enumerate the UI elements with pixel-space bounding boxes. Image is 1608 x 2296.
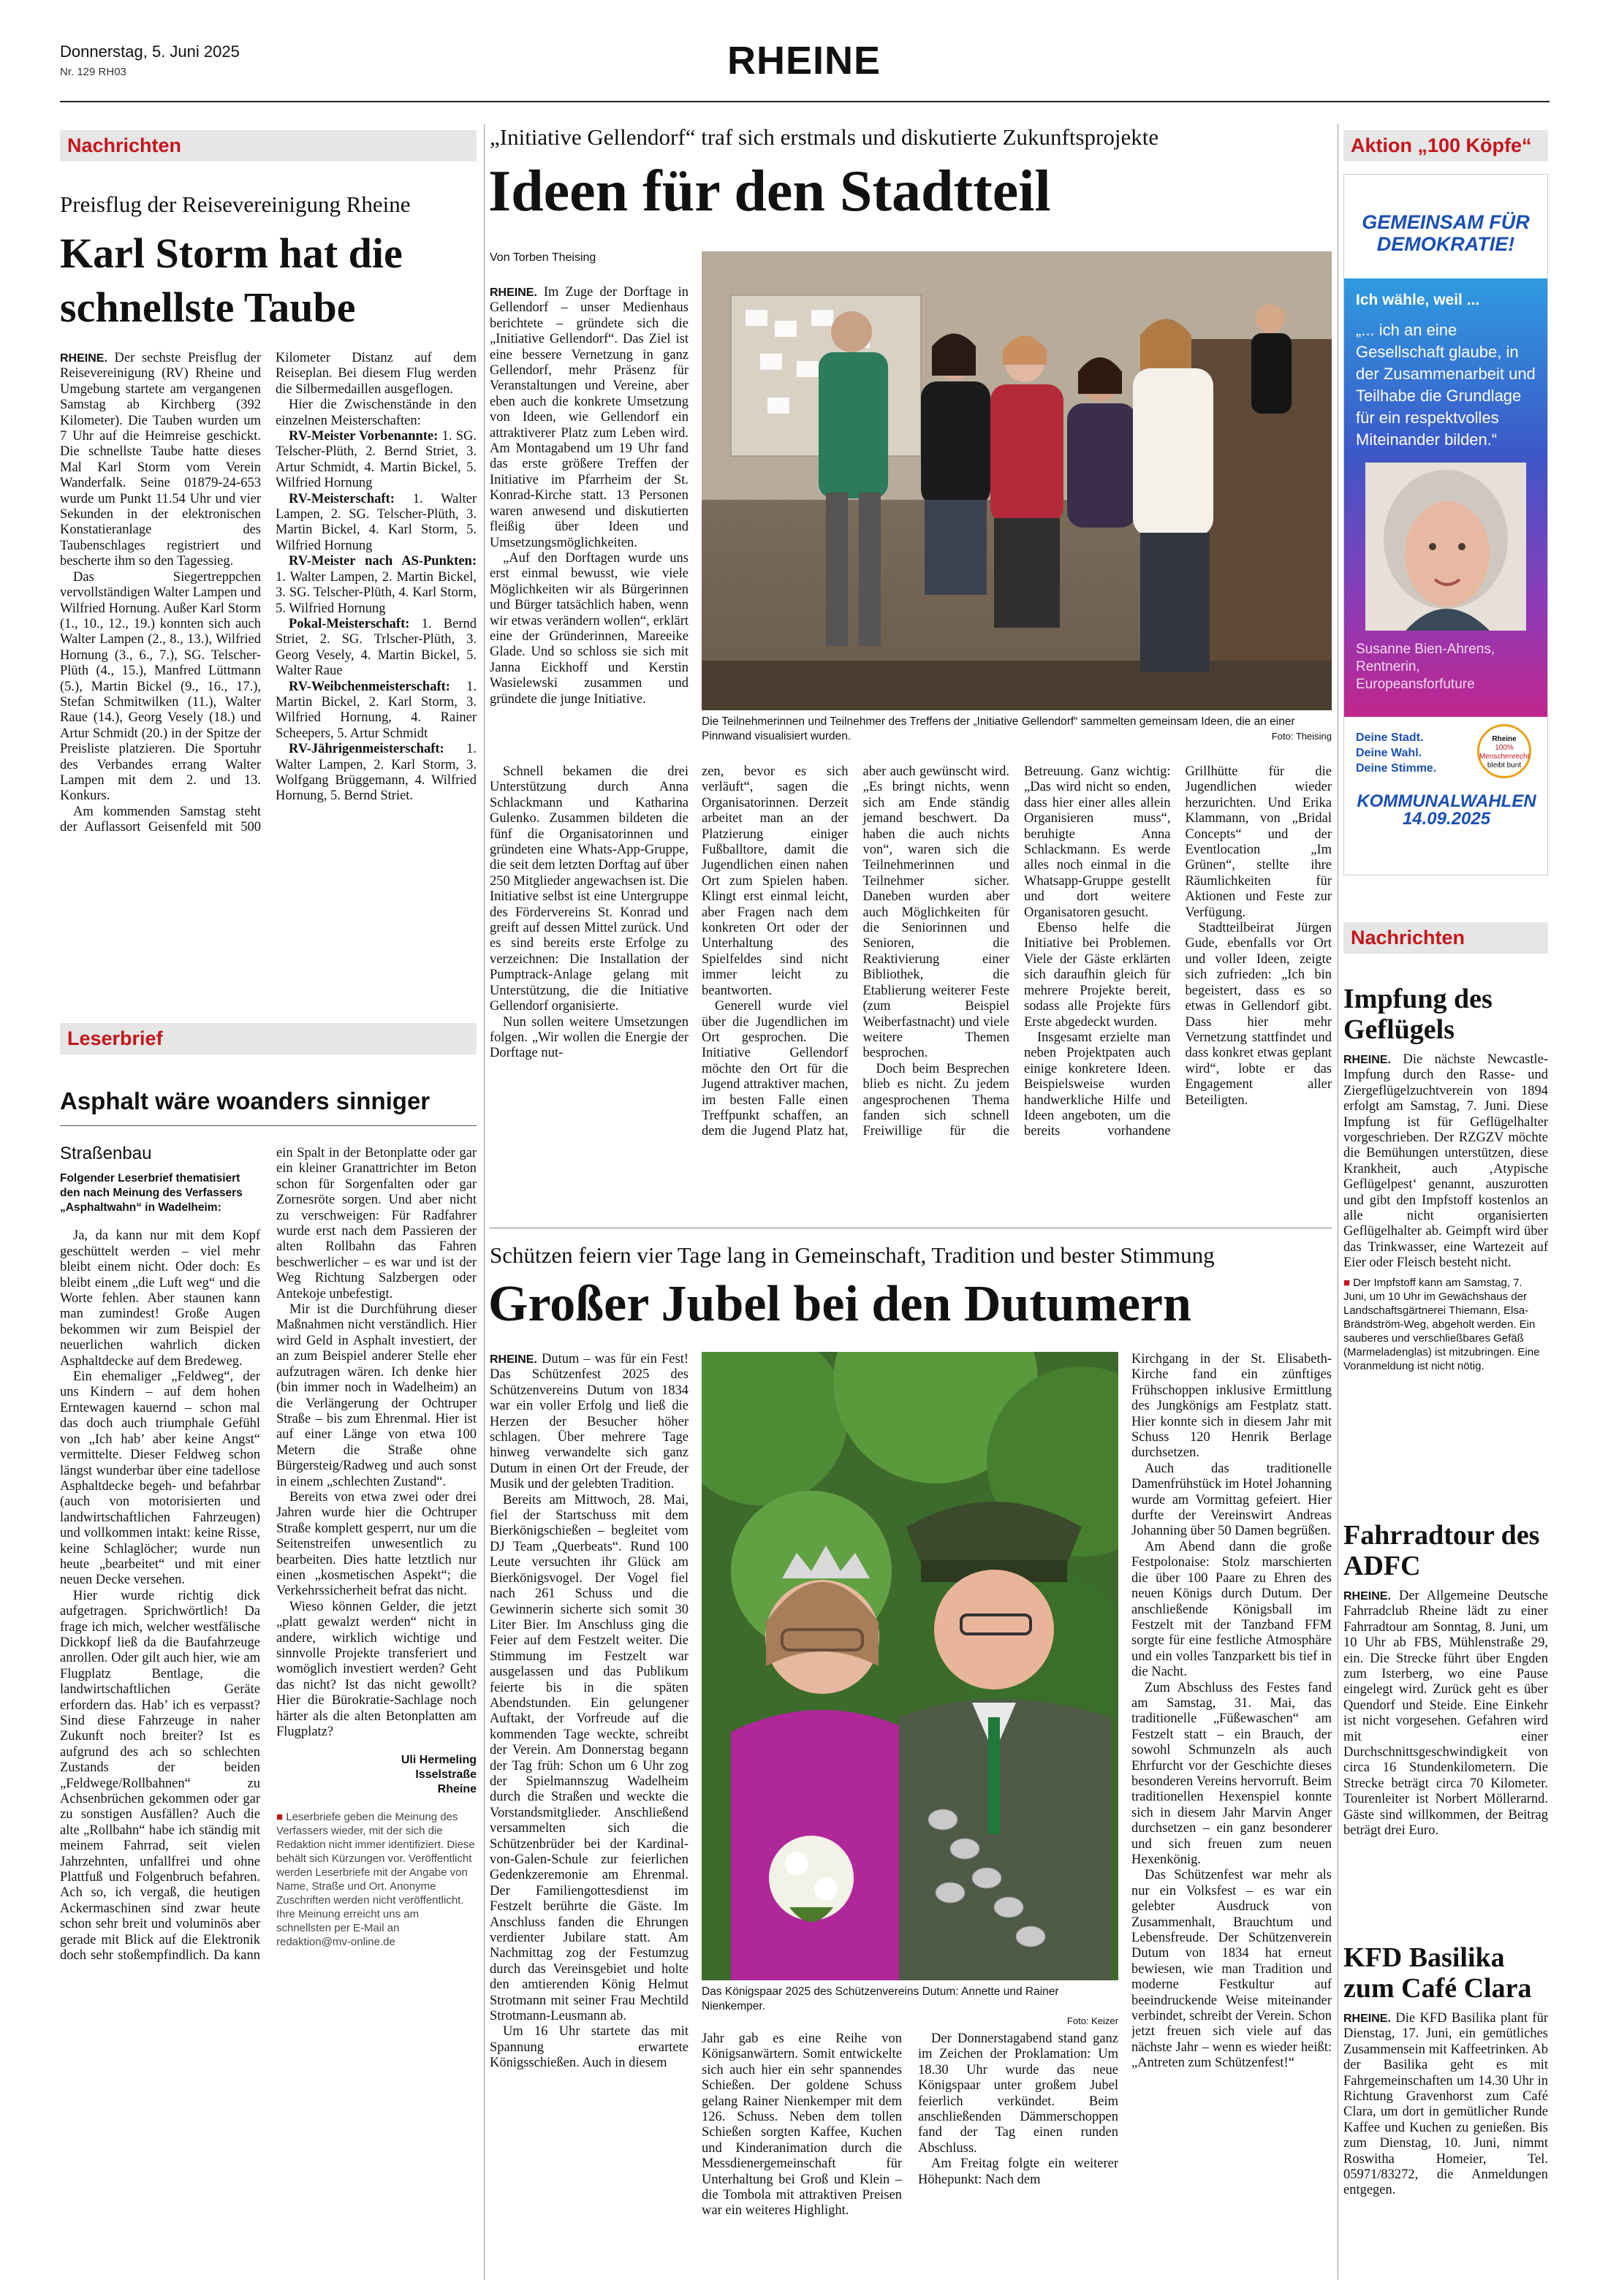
news-body (1343, 1052, 1548, 1271)
news-text: Der Allgemeine Deutsche Fahrradclub Rheine lädt zu einer Fahrradtour am Sonntag, 8. Juni, um 10 Uhr ab FBS, Mühlenstraße 29, ein. Die Strecke führt über Engden zum Isterberg, wo eine Pause eingelegt wird. Zurück geht es über Quendorf und Steide. Eine Einkehr ist nicht vorgesehen. Gefahren wird mit einer Durchschnittsgeschwindigkeit von circa 16 Stundenkilometern. Die Strecke beträgt circa 70 Kilometer. Tourenleiter ist Norbert Möllerarnd. Gäste sind willkommen, der Beitrag beträgt drei Euro. (1343, 1589, 1548, 1839)
paragraph: Der sechste Preisflug der Reisevereinigung (RV) Rheine und Umgebung startete am vergangenen Samstag ab Kirchberg (392 Kilometer). Die Tauben wurden um 7 Uhr auf die Heimreise geschickt. Die schnellste Taube hatte dieses Mal Karl Storm vom Verein Wanderfalk. Seine 01879-24-653 wurde um Punkt 11.54 Uhr und vier Sekunden in der elektronischen Konstatieranlage des Taubenschlages registriert und bescherte ihm so den Tagessieg. (60, 351, 262, 569)
badge-text: 100% Menschenrecht (1479, 744, 1530, 761)
dutum-right-column (1131, 1352, 1332, 2280)
ad-title-line: GEMEINSAM FÜR (1362, 211, 1530, 233)
article-headline: Karl Storm hat die schnellste Taube (60, 229, 403, 331)
news-headline: Fahrradtour des ADFC (1343, 1520, 1540, 1581)
paragraph: Wieso können Gelder, die jetzt „platt gewalzt werden“ nicht in andere, wirklich wichtige und sinnvolle Projekte transferiert und womöglich investiert werden? Geht das nicht? Ist das nicht gewollt? Hier die Bürokratie-Sachlage noch härter als die alten Betonplatten am Flugplatz? (276, 1599, 477, 1740)
column-divider (484, 124, 485, 2280)
standing-label: RV-Meister nach AS-Punkten: (289, 554, 477, 569)
letter-headline: Asphalt wäre woanders sinniger (60, 1087, 431, 1114)
paragraph: Am Abend dann die große Festpolonaise: Stolz marschierten die über 100 Paare zu Ehren des neuen Königs durch Dutum. Der anschließende Königsball im Festzelt mit der Tanzband FFM sorgte für eine festliche Atmosphäre und ein volles Tanzparkett bis tief in die Nacht. (1131, 1539, 1332, 1680)
dutum-caption (702, 1985, 1118, 2029)
letter-author (276, 1753, 477, 1797)
dateline: RHEINE. (60, 352, 107, 365)
author-name: Uli Hermeling (401, 1754, 477, 1767)
news-item-impfung (1343, 984, 1548, 1373)
gellendorf-headline: Ideen für den Stadtteil (488, 159, 1051, 224)
paragraph: Bereits am Mittwoch, 28. Mai, fiel der Startschuss mit dem Bierkönigschießen – begleitet vom DJ Team „Querbeats“. Rund 100 Leute versuchten ihr Glück am Bierkönigsvogel. Der Vogel fiel nach 261 Schuss und die Gewinnerin sicherte sich somit 30 Liter Bier. Im Anschluss ging die Feier auf dem Festzelt weiter. Die Stimmung im Festzelt war ausgelassen und das Publikum feierte bis in die späten Abendstunden. Ein gelungener Auftakt, der Vorfreude auf die kommenden Tage weckte, schreibt der Verein. Am Donnerstag begann der Tag früh: Schon um 6 Uhr zog der Spielmannszug Wadelheim durch die Straßen und weckte die Vorstandsmitglieder. Anschließend versammelten sich die Schützenbrüder bei der Kardinal-von-Galen-Schule zur feierlichen Gedenkzeremonie am Ehrenmal. Der Familiengottesdienst im Festzelt berührte die Gäste. Im Anschluss fanden die Ehrungen verdienter Jubilare statt. Am Nachmittag zog der Festumzug durch das Vereinsgebiet und holte den amtierenden König Helmut Strotmann mit seiner Frau Mechtild Strotmann-Leusmann ab. (490, 1492, 689, 2024)
caption-text: Das Königspaar 2025 des Schützenvereins Dutum: Annette und Rainer Nienkemper. (702, 1985, 1059, 2012)
news-note: ■ Der Impfstoff kann am Samstag, 7. Juni, um 10 Uhr im Gewächshaus der Landschaftsgärtnerei Thiemann, Elsa-Brändström-Weg, abgeholt werden. Ein sauberes und verschließbares Gefäß (Marmeladenglas) ist mitzubringen. Eine Voranmeldung ist nicht nötig. (1343, 1276, 1540, 1372)
paragraph: Mir ist die Durchführung dieser Maßnahmen nicht verständlich. Hier wird Geld in Asphalt investiert, der an zum Beispiel anderer Stelle eher aufzutragen wären. Ich denke hier (bin immer noch in Wadelheim) an die Verlängerung der Ochtruper Straße – bis zum Ehrenmal. Hier ist auf einer Länge von etwa 100 Metern die Straße ohne Bürgersteig/Radweg und auch sonst in einem „schlechten Zustand“. (276, 1302, 477, 1489)
rubric-nachrichten-left: Nachrichten (60, 130, 477, 161)
byline: Von Torben Theising (490, 251, 596, 264)
ad-panel (1344, 278, 1547, 717)
author-city: Rheine (437, 1783, 477, 1796)
gellendorf-body (702, 764, 1332, 1217)
ad-election (1344, 793, 1549, 828)
letter-disclaimer: ■ Leserbriefe geben die Meinung des Verfassers wieder, mit der sich die Redaktion nicht immer identifiziert. Diese behält sich Kürzungen vor. Veröffentlicht werden Leserbriefe mit der Angabe von Name, Straße und Ort. Anonyme Zuschriften werden nicht veröffentlicht. Ihre Meinung erreicht uns am schnellsten per E-Mail an redaktion@mv-online.de (276, 1811, 475, 1949)
paragraph: Hier wurde richtig dick aufgetragen. Sprichwörtlich! Da frage ich mich, welcher westfälische Dickkopf ließ da die Baufahrzeuge anrollen. Oder gilt auch hier, wie am Flugplatz Bentlage, die landwirtschaftlichen Geräte erfordern das. Hab’ ich es verpasst? Sind diese Fahrzeuge in naher Zukunft noch breiter? Ist es aufgrund des ach so schlechten Zustands der beiden „Feldwege/Rollbahnen“ zu Achsenbrüchen gekommen oder gar zu sonstigen Ausfällen? Auch die alte „Rollbahn“ habe ich ständig mit meinem Fahrrad, seit vielen Jahrzehnten, unfallfrei und ohne Plattfuß und Folgenbruch befahren. Ach so, ich vergaß, die heutigen Ackermaschinen sind zwar heute schon sehr breit und voluminös aber gerade mit Blick auf die Elektronik doch sehr stoßempfindlich. Da kann ein Spalt in der Betonplatte oder gar ein kleiner Granattrichter im Beton schon für Sorgenfalten oder gar Zornesröte sorgen. Und aber nicht zu verschweigen: Für Radfahrer wurde erst nach dem Passieren der alten Rollbahn das Fahren beschwerlicher – es war und ist der Weg Richtung Salzbergen oder Antekoje unbefestigt. (60, 1146, 477, 1964)
paragraph: Ein ehemaliger „Feldweg“, der uns Kindern – auf dem hohen Erntewagen kauernd – schon mal das doch auch triumphale Gefühl von „Ich hab’ aber keine Angst“ vermittelte. Dieser Feldweg schon längst wunderbar über eine tadellose Asphaltdecke begeh- und befahrbar (auch von motorisierten und landwirtschaftlichen Fahrzeugen) und vollkommen intakt: keine Risse, keine Schlaglöcher; wurde nun heute „bearbeitet“ und mit einer neuen Decke versehen. (60, 1369, 260, 1588)
standing-label: Pokal-Meisterschaft: (289, 616, 410, 631)
letter-topic: Straßenbau (60, 1144, 152, 1163)
dutum-headline: Großer Jubel bei den Dutumern (488, 1276, 1191, 1332)
dateline: RHEINE. (490, 286, 537, 299)
news-item-kfd (1343, 1942, 1548, 2199)
dateline: RHEINE. (1343, 2012, 1391, 2025)
slogan-line: Deine Stadt. (1356, 731, 1424, 744)
photo-credit: Foto: Keizer (1066, 2015, 1118, 2026)
standing-text: 1. Bernd Striet, 2. SG. Trlscher-Plüth, 3. Georg Vesely, 4. Martin Bickel, 5. Walter Raue (276, 616, 477, 679)
paragraph: Insgesamt erzielte man neben Projektpaten auch einige konkretere Ideen. Beispielsweise wurden handwerkliche Hilfe und Ideen angeboten, um die bereits vorhandene Grillhütte für die Jugendlichen wieder herzurichten. Und Erika Klammann, von „Bridal Concepts“ und der Eventlocation „Im Grünen“, stellte ihre Räumlichkeiten für Aktionen und Feste zur Verfügung. (1024, 764, 1332, 1139)
ad-person-role: Rentnerin, (1356, 659, 1420, 674)
badge-icon (1477, 724, 1531, 778)
standing-label: RV-Weibchenmeisterschaft: (289, 679, 450, 694)
news-body (1343, 2011, 1548, 2199)
dutum-lead (490, 1352, 689, 2280)
ad-footer (1344, 717, 1547, 848)
rubric-leserbrief: Leserbrief (60, 1023, 477, 1054)
standing-label: RV-Meister Vorbenannte: (289, 429, 439, 444)
ad-person (1356, 641, 1536, 693)
paragraph: Um 16 Uhr startete das mit Spannung erwartete Königsschießen. Auch in diesem (490, 2024, 689, 2071)
standing-text: 1. Walter Lampen, 2. Martin Bickel, 3. SG. Telscher-Plüth, 4. Karl Storm, 5. Wilfried Hornung (276, 569, 477, 616)
royal-couple-photo (702, 1352, 1118, 1980)
standing-text: 1. Walter Lampen, 2. Karl Storm, 3. Wolfgang Brüggemann, 4. Wilfried Hornung, 5. Bernd Striet. (276, 742, 477, 804)
rubric-aktion: Aktion „100 Köpfe“ (1343, 130, 1548, 161)
ad-title (1344, 211, 1547, 255)
standing-text: 1. Martin Bickel, 2. Karl Storm, 3. Wilfried Hornung, 4. Rainer Scheepers, 5. Artur Schmidt (276, 679, 477, 741)
paragraph: Am Freitag folgte ein weiterer Höhepunkt: Nach dem (918, 2156, 1118, 2187)
slogan-line: Deine Stimme. (1356, 762, 1437, 775)
paragraph: Ja, da kann nur mit dem Kopf geschüttelt werden – viel mehr bleibt einem nicht. Oder doch: Es bleibt einem „die Luft weg“ und die Worte fehlen. Aber staunen kann man zumindest! Große Augen bekommen wir zum Beispiel der neuerlichen wahrlich dicken Asphaltdecke auf dem Bredeweg. (60, 1228, 260, 1369)
dateline: RHEINE. (1343, 1590, 1391, 1603)
election-date: 14.09.2025 (1402, 809, 1491, 829)
paragraph: Jahr gab es eine Reihe von Königsanwärtern. Somit entwickelte sich auch hier ein sehr spannendes Schießen. Der goldene Schuss gelang Rainer Nienkemper mit dem 126. Schuss. Neben dem tollen Schießen sorgten Kaffee, Kuchen und Kinderanimation durch die Messdienergemeinschaft für Unterhaltung bei Groß und Klein – die Tombola mit attraktiven Preisen war ein weiteres Highlight. (702, 2031, 902, 2219)
paragraph: Hier die Zwischenstände in den einzelnen Meisterschaften: (276, 398, 477, 428)
ad-lead: Ich wähle, weil ... (1356, 292, 1480, 308)
paragraph: Kirchgang in der St. Elisabeth-Kirche fand ein zünftiges Frühschoppen inklusive Ermittlung des Jungkönigs am Festplatz statt. Hier konnte sich in diesem Jahr mit Schuss 120 Henrik Berlage durchsetzen. (1131, 1352, 1332, 1461)
gellendorf-lead (490, 285, 689, 760)
header-date: Donnerstag, 5. Juni 2025 (60, 42, 240, 61)
news-text: Die nächste Newcastle-Impfung durch den Rasse- und Ziergeflügelzuchtverein von 1894 erfolgt am Samstag, 7. Juni. Diese Impfung ist für Geflügelhalter vorgeschrieben. Der RZGZV möchte die Bemühungen unterstützen, diese Krankheit, auch ‚Atypische Geflügelpest‘ genannt, auszurotten und gibt den Impfstoff kostenlos an alle nicht organisierten Geflügelhalter ab. Geimpft wird über das Trinkwasser, eine Wartezeit auf Eier oder Fleisch besteht nicht. (1343, 1052, 1549, 1271)
paragraph: Auch das traditionelle Damenfrühstück im Hotel Johanning wurde am Vormittag gefeiert. Hier durfte der Vereinswirt Andreas Johanning über 50 Damen begrüßen. (1131, 1461, 1332, 1539)
paragraph: Generell wurde viel über die Jugendlichen im Ort gesprochen. Die Initiative Gellendorf möchte den Ort für die Jugend attraktiver machen, im besten Falle einen Treffpunkt schaffen, an dem die Jugend Platz hat, aber auch gewünscht wird. „Es bringt nichts, wenn sich am Ende ständig jemand beschwert. Da haben die auch nichts von“, waren sich die Teilnehmerinnen und Teilnehmer sicher. Daneben wurden aber auch Möglichkeiten für die Seniorinnen und Senioren, die Reaktivierung einer Bibliothek, die Etablierung weiterer Feste (zum Beispiel Weiberfastnacht) und viele weitere Themen besprochen. (702, 764, 1009, 1139)
paragraph: zen, bevor es sich verläuft“, sagen die Organisatorinnen. Derzeit arbeitet man an der Platzierung einiger Fußballtore, damit die Jugendlichen einen nahen Ort zum Spielen haben. Klingt erst einmal leicht, aber Fragen nach dem konkreten Ort oder der Unterhaltung des Spielfeldes sind nicht immer leicht zu beantworten. (702, 764, 849, 998)
standing-text: 1. Walter Lampen, 2. SG. Telscher-Plüth, 3. Martin Bickel, 4. Karl Storm, 5. Wilfried Hornung (276, 491, 477, 553)
article-body-taube (60, 351, 477, 994)
paragraph: Stadtteilbeirat Jürgen Gude, ebenfalls vor Ort und voller Ideen, zeigte sich zufrieden: „Ich bin begeistert, dass es so etwas in Gellendorf gibt. Dass hier mehr Vernetzung stattfindet und dass konkret etwas geplant wird“, lobte er das Engagement aller Beteiligten. (1185, 921, 1332, 1108)
disclaimer-text: Leserbriefe geben die Meinung des Verfassers wieder, mit der sich die Redaktion nicht immer identifiziert. Diese behält sich Kürzungen vor. Veröffentlicht werden Leserbriefe mit der Angabe von Name, Straße und Ort. Anonyme Zuschriften werden nicht veröffentlicht. Ihre Meinung erreicht uns am schnellsten per E-Mail an redaktion@mv-online.de (276, 1811, 475, 1949)
section-title: RHEINE (727, 39, 881, 83)
news-headline: KFD Basilika zum Café Clara (1343, 1942, 1532, 2004)
election-label: KOMMUNALWAHLEN (1357, 791, 1536, 811)
paragraph: Ebenso helfe die Initiative bei Problemen. Viele der Gäste erklärten sich daraufhin gleich für mehrere Projekte bereit, sodass alle Projekte fürs Erste abgedeckt wurden. (1024, 921, 1171, 1030)
paragraph: Nun sollen weitere Umsetzungen folgen. „Wir wollen die Energie der Dorftage nut- (490, 1014, 689, 1061)
gellendorf-col1-continued (490, 764, 689, 1217)
ad-person-name: Susanne Bien-Ahrens, (1356, 642, 1495, 657)
paragraph: Bereits von etwa zwei oder drei Jahren wurde hier die Ochtruper Straße komplett gesperrt, nur um die Seitenstreifen unwesentlich zu bearbeiten. Dies hatte letztlich nur einen „kosmetischen Aspekt“; die Verkehrssicherheit befrat das nicht. (276, 1489, 477, 1599)
ad-quote: „... ich an eine Gesellschaft glaube, in der Zusammenarbeit und Teilhabe die Grundlage für ein respektvolles Miteinander bilden.“ (1356, 321, 1536, 449)
news-body (1343, 1589, 1548, 1839)
dutum-below-photo (702, 2031, 1118, 2280)
standing-text: 1. SG. Telscher-Plüth, 2. Bernd Striet, 3. Artur Schmidt, 4. Martin Bickel, 5. Wilfried Hornung (276, 429, 477, 491)
dateline: RHEINE. (490, 1353, 537, 1366)
photo-credit: Foto: Theising (1271, 731, 1332, 742)
gellendorf-caption (702, 715, 1332, 744)
paragraph: Zum Abschluss des Festes fand am Samstag, 31. Mai, das traditionelle „Füßewaschen“ am Festzelt statt – ein Brauch, der sowohl Schmunzeln als auch Ehrfurcht vor der Geschichte dieses besonderen Vereins hervorruft. Beim traditionellen Hexenspiel konnte sich in diesem Jahr Marvin Anger durchsetzen – ein ganz besonderer und sich freuen zum neuen Hexenkönig. (1131, 1680, 1332, 1867)
header-rule (60, 101, 1550, 102)
ad-slogan (1356, 730, 1436, 776)
letter-intro: Folgender Leserbrief thematisiert den nach Meinung des Verfassers „Asphaltwahn“ in Wadelheim: (60, 1172, 243, 1214)
paragraph: „Auf den Dorftagen wurde uns erst einmal bewusst, wie viele Möglichkeiten wir als Bürgerinnen und Bürger tatsächlich haben, wenn wir etwas verändern wollen“, erklärt eine der Gründerinnen, Mareeike Glade. Und so schloss sie sich mit Janna Eickhoff und Kerstin Wasielewski zusammen und gründete die junge Initiative. (490, 550, 689, 707)
ad-person-role: Europeansforfuture (1356, 677, 1475, 692)
news-item-adfc (1343, 1520, 1548, 1839)
paragraph: Dutum – was für ein Fest! Das Schützenfest 2025 des Schützenvereins Dutum von 1834 war ein voller Erfolg und ließ die Herzen der Besucher höher schlagen. Über mehrere Tage hinweg verwandelte sich ganz Dutum in einen Ort der Freude, der Musik und der gelebten Tradition. (490, 1352, 689, 1492)
badge-text: bleibt bunt (1487, 761, 1522, 769)
royal-couple-illustration (702, 1352, 1118, 1980)
article-kicker: Preisflug der Reisevereinigung Rheine (60, 191, 411, 217)
paragraph: Der Donnerstagabend stand ganz im Zeichen der Proklamation: Um 18.30 Uhr wurde das neue Königspaar unter großem Jubel feierlich verkündet. Beim anschließenden Dämmerschoppen fand der Tag einen runden Abschluss. (918, 2031, 1118, 2156)
ad-title-line: DEMOKRATIE! (1376, 233, 1515, 255)
gellendorf-kicker: „Initiative Gellendorf“ traf sich erstmals und diskutierte Zukunftsprojekte (490, 124, 1159, 150)
rubric-nachrichten-right: Nachrichten (1343, 922, 1548, 954)
dutum-kicker: Schützen feiern vier Tage lang in Gemeinschaft, Tradition und bester Stimmung (490, 1242, 1215, 1268)
badge-text: Rheine (1492, 735, 1517, 743)
paragraph: Doch beim Besprechen blieb es nicht. Zu jedem angesprochenen Thema fanden sich schnell Freiwillige für die Betreuung. Ganz wichtig: „Das wird nicht so enden, dass hier einer alles allein Organisieren muss“, beruhigte Anna Schlackmann. Es werde alles noch einmal in die Whatsapp-Gruppe gestellt und dort weitere Organisatoren gesucht. (862, 764, 1171, 1139)
ad-portrait (1365, 463, 1526, 631)
author-street: Isselstraße (415, 1768, 477, 1782)
caption-text: Die Teilnehmerinnen und Teilnehmer des Treffens der „Initiative Gellendorf“ sammelten gemeinsam Ideen, die an einer Pinnwand visualisiert wurden. (702, 715, 1295, 742)
dateline: RHEINE. (1343, 1054, 1391, 1066)
news-text: Die KFD Basilika plant für Dienstag, 17. Juni, ein gemütliches Zusammensein mit Kaffeetrinken. Ab der Basilika geht es mit Fahrgemeinschaften um 14.30 Uhr in Richtung Gravenhorst zum Café Clara, um dort in gemütlicher Runde Kaffee und Kuchen zu genießen. Bis zum Dienstag, 10. Juni, nimmt Roswitha Homeier, Tel. 05971/83272, die Anmeldungen entgegen. (1343, 2011, 1548, 2198)
slogan-line: Deine Wahl. (1356, 747, 1422, 759)
paragraph: Am kommenden Samstag steht der Auflassort Geisenfeld mit 500 Kilometer Distanz auf dem Reiseplan. Bei diesem Flug werden die Silbermedaillen ausgeflogen. (60, 351, 477, 835)
portrait-illustration (1365, 463, 1526, 631)
header-issue: Nr. 129 RH03 (60, 66, 126, 78)
note-text: Der Impfstoff kann am Samstag, 7. Juni, um 10 Uhr im Gewächshaus der Landschaftsgärtnerei Thiemann, Elsa-Brändström-Weg, abgeholt werden. Ein sauberes und verschließbares Gefäß (Marmeladenglas) ist mitzubringen. Eine Voranmeldung ist nicht nötig. (1343, 1276, 1540, 1372)
standing-label: RV-Jährigenmeisterschaft: (289, 742, 444, 757)
paragraph: Das Schützenfest war mehr als nur ein Volksfest – es war ein gelebter Ausdruck von Zusammenhalt, Brauchtum und Lebensfreude. Der Schützenverein Dutum von 1834 hat erneut bewiesen, wie man Tradition und moderne Festkultur auf beeindruckende Weise miteinander verbindet, schreibt der Verein. Schon jetzt freuen sich viele auf das nächste Jahr – wenn es wieder heißt: „Antreten zum Schützenfest!“ (1131, 1868, 1332, 2071)
paragraph: Im Zuge der Dorftage in Gellendorf – unser Medienhaus berichtete – gründete sich die „Initiative Gellendorf“. Das Ziel ist eine bessere Vernetzung in ganz Gellendorf, mehr Präsenz für Veranstaltungen und Vereine, aber eben auch die konkrete Umsetzung von Ideen, wie Gellendorf ein attraktiverer Platz zum Leben wird. Am Montagabend um 19 Uhr fand das erste größere Treffen der Initiative im Pfarrheim der St. Konrad-Kirche statt. 13 Personen waren anwesend und diskutierten fleißig über Ideen und Umsetzungsmöglichkeiten. (490, 285, 689, 550)
paragraph: Schnell bekamen die drei Unterstützung durch Anna Schlackmann und Katharina Gulenko. Zusammen bildeten die fünf die Organisatorinnen und gründeten eine Whats-App-Gruppe, die seit dem letzten Dorftag auf über 250 Mitglieder angewachsen ist. Die Initiative selbst ist eine Untergruppe des Fördervereins St. Konrad und greift auf dessen Mittel zurück. Und es sind bereits erste Erfolge zu verzeichnen: Die Installation der Pumptrack-Anlage gelang mit Unterstützung, die die Initiative Gellendorf organisierte. (490, 764, 689, 1014)
ad-box (1343, 174, 1548, 875)
meeting-photo (702, 251, 1332, 710)
meeting-photo-illustration (702, 251, 1332, 710)
letter-body (60, 1146, 477, 2271)
letter-rule (60, 1125, 477, 1126)
paragraph: Das Siegertreppchen vervollständigen Walter Lampen und Wilfried Hornung. Außer Karl Storm (1., 10., 12., 19.) konnten sich auch Walter Lampen (2., 8., 13.), Wilfried Hornung (3., 6., 7.), SG. Telscher-Plüth (4., 15.), Manfred Lüttmann (5.), Martin Bickel (9., 16., 17.), Stefan Schmitwilken (11.), Walter Raue (14.), Georg Vesely (18.) und Artur Schmidt (20.) in der Spitze der Preisliste platzieren. Die Sportuhr des Verbandes errang Walter Lampen mit dem 2. und 13. Konkurs. (60, 569, 261, 804)
standing-label: RV-Meisterschaft: (289, 491, 395, 506)
news-headline: Impfung des Geflügels (1343, 984, 1493, 1045)
